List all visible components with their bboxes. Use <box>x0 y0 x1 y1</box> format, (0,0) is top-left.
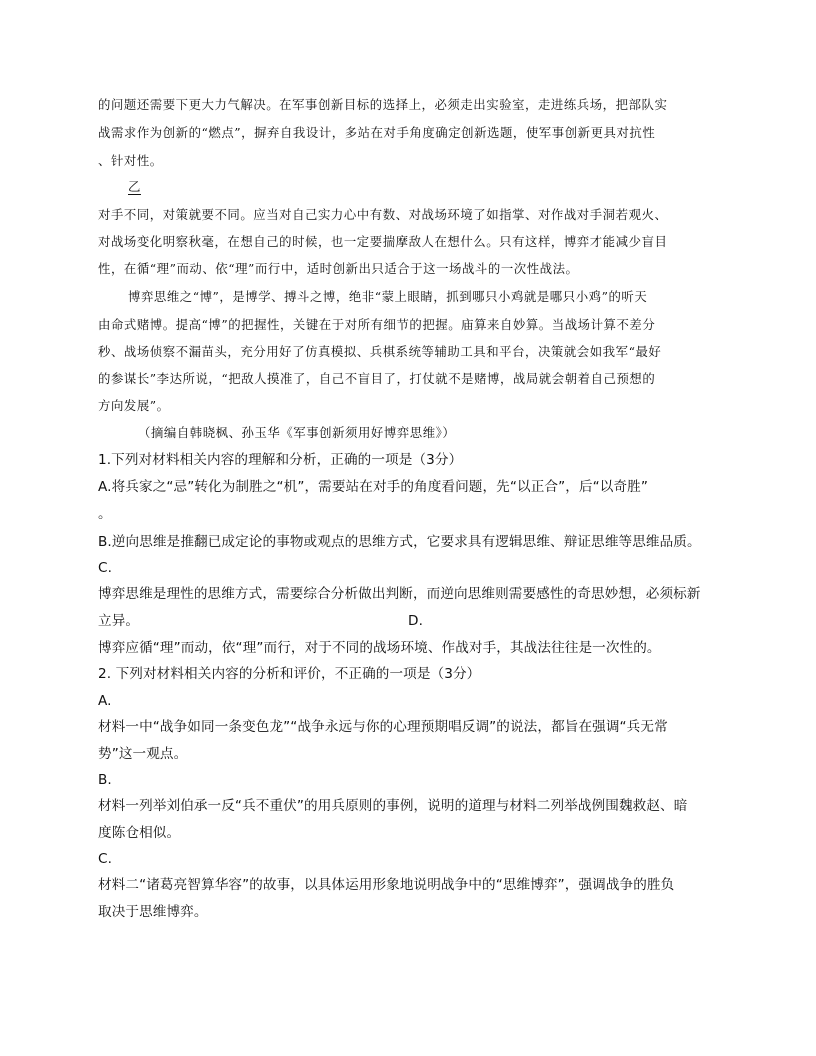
q2-option-c-label: C. <box>98 851 113 867</box>
q2-option-c-cont: 取决于思维博弈。 <box>98 904 208 920</box>
q2-option-a-label: A. <box>98 693 112 709</box>
q1-option-c-cont <box>98 612 718 630</box>
q1-option-d: 博弈应循“理”而动，依“理”而行，对于不同的战场环境、作战对手，其战法往往是一次性的。 <box>98 640 661 656</box>
q2-option-a-cont: 势”这一观点。 <box>98 746 188 762</box>
section-marker-yi: 乙 <box>128 179 141 194</box>
passage-line-7: 博弈思维之“博”，是博学、搏斗之博，绝非“蒙上眼睛，抓到哪只小鸡就是哪只小鸡”的听天 <box>128 289 648 304</box>
q2-option-b-cont: 度陈仓相似。 <box>98 825 181 841</box>
passage-line-11: 方向发展”。 <box>98 398 170 413</box>
passage-line-4: 对手不同，对策就要不同。应当对自己实力心中有数、对战场环境了如指掌、对作战对手洞若观火、 <box>98 207 668 222</box>
q2-option-b: 材料一列举刘伯承一反“兵不重伏”的用兵原则的事例，说明的道理与材料二列举战例围魏救赵、暗 <box>98 798 688 814</box>
q1-option-c-cont-text: 立异。 <box>98 613 140 629</box>
q2-option-c: 材料二“诸葛亮智算华容”的故事，以具体运用形象地说明战争中的“思维博弈”，强调战争的胜负 <box>98 877 675 893</box>
passage-line-8: 由命式赌博。提高“博”的把握性，关键在于对所有细节的把握。庙算来自妙算。当战场计算不差分 <box>98 317 656 332</box>
passage-line-1: 的问题还需要下更大力气解决。在军事创新目标的选择上，必须走出实验室，走进练兵场，把部队实 <box>98 97 668 112</box>
q1-option-c-label: C. <box>98 560 113 576</box>
q1-option-d-label: D. <box>408 613 423 629</box>
q2-stem: 2. 下列对材料相关内容的分析和评价，不正确的一项是（3分） <box>98 666 481 682</box>
passage-line-2: 战需求作为创新的“燃点”，摒弃自我设计，多站在对手角度确定创新选题，使军事创新更具对抗性 <box>98 125 656 140</box>
passage-line-5: 对战场变化明察秋毫，在想自己的时候，也一定要揣摩敌人在想什么。只有这样，博弈才能减少盲目 <box>98 234 668 249</box>
q1-option-a-cont: 。 <box>98 506 112 522</box>
passage-citation: （摘编自韩晓枫、孙玉华《军事创新须用好博弈思维》） <box>138 425 456 440</box>
passage-line-6: 性，在循“理”而动、依“理”而行中，适时创新出只适合于这一场战斗的一次性战法。 <box>98 261 579 276</box>
passage-line-9: 秒、战场侦察不漏苗头，充分用好了仿真模拟、兵棋系统等辅助工具和平台，决策就会如我军“最好 <box>98 344 662 359</box>
passage-line-3: 、针对性。 <box>98 153 163 168</box>
q1-option-b: B.逆向思维是推翻已成定论的事物或观点的思维方式，它要求具有逻辑思维、辩证思维等思维品质。 <box>98 534 701 550</box>
q1-option-c: 博弈思维是理性的思维方式，需要综合分析做出判断，而逆向思维则需要感性的奇思妙想，必须标新 <box>98 586 701 602</box>
q2-option-a: 材料一中“战争如同一条变色龙”“战争永远与你的心理预期唱反调”的说法，都旨在强调“兵无常 <box>98 719 668 735</box>
passage-line-10: 的参谋长”李达所说，“把敌人摸准了，自己不盲目了，打仗就不是赌博，战局就会朝着自己预想的 <box>98 371 656 386</box>
q2-option-b-label: B. <box>98 772 112 788</box>
q1-stem: 1.下列对材料相关内容的理解和分析，正确的一项是（3分） <box>98 452 463 468</box>
q1-option-a: A.将兵家之“忌”转化为制胜之“机”，需要站在对手的角度看问题，先“以正合”，后“以奇胜” <box>98 479 648 495</box>
